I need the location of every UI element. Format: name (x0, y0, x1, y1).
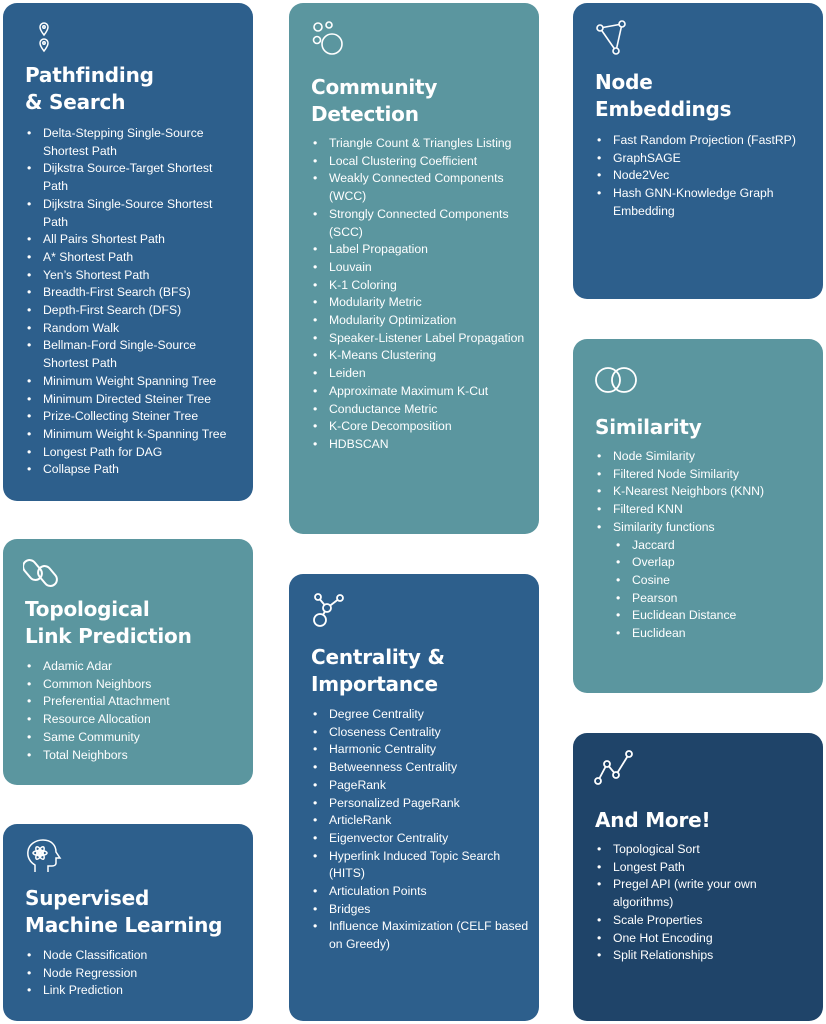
list-item: • Influence Maximization (CELF based on Greedy) (313, 918, 529, 953)
list-item: • Leiden (313, 365, 535, 383)
overlapping-circles-icon (594, 365, 640, 400)
list-item: • Total Neighbors (27, 747, 239, 765)
card-title: Centrality & Importance (311, 645, 445, 696)
list-item: • Link Prediction (27, 982, 239, 1000)
list-item: • Bridges (313, 901, 529, 919)
list-item: • Eigenvector Centrality (313, 830, 529, 848)
list-subitem: • Overlap (616, 554, 809, 572)
list-item: • Minimum Weight k-Spanning Tree (27, 426, 227, 444)
card-similarity (573, 339, 823, 693)
list-item: • K-Means Clustering (313, 347, 535, 365)
list-item: • Yen’s Shortest Path (27, 267, 227, 285)
list-item: • Speaker-Listener Label Propagation (313, 330, 535, 348)
list-item: • Articulation Points (313, 883, 529, 901)
list-item: • Label Propagation (313, 241, 535, 259)
algorithm-list (313, 706, 529, 954)
chain-link-icon (23, 555, 61, 596)
card-title: Pathfinding & Search (25, 63, 154, 114)
list-subitem: • Cosine (616, 572, 809, 590)
card-title: Supervised Machine Learning (25, 886, 223, 937)
list-item: • Node Regression (27, 965, 239, 983)
card-title: Similarity (595, 415, 702, 439)
list-item: • Personalized PageRank (313, 795, 529, 813)
list-item: • GraphSAGE (597, 150, 809, 168)
list-item: • Random Walk (27, 320, 227, 338)
list-item: • One Hot Encoding (597, 930, 773, 948)
list-item: • Topological Sort (597, 841, 773, 859)
map-pin-icon (33, 21, 55, 60)
list-item: • Filtered Node Similarity (597, 466, 809, 484)
list-item: • Weakly Connected Components (WCC) (313, 170, 535, 205)
list-item: • Same Community (27, 729, 239, 747)
list-item: • HDBSCAN (313, 436, 535, 454)
list-item: • Harmonic Centrality (313, 741, 529, 759)
brain-head-icon (23, 838, 63, 881)
list-item: • Longest Path for DAG (27, 444, 227, 462)
algorithm-list (313, 135, 535, 454)
card-title: Topological Link Prediction (25, 597, 192, 648)
card-node-embeddings (573, 3, 823, 299)
list-item: • Minimum Directed Steiner Tree (27, 391, 227, 409)
line-chart-nodes-icon (593, 748, 635, 793)
list-subitem: • Jaccard (616, 537, 809, 555)
list-subitem: • Euclidean Distance (616, 607, 809, 625)
card-title: And More! (595, 808, 711, 832)
list-item: • K-1 Coloring (313, 277, 535, 295)
list-item: • Node Classification (27, 947, 239, 965)
list-item: • Approximate Maximum K-Cut (313, 383, 535, 401)
list-item: • K-Nearest Neighbors (KNN) (597, 483, 809, 501)
list-item: • Delta-Stepping Single-Source Shortest Path (27, 125, 227, 160)
list-item: • Fast Random Projection (FastRP) (597, 132, 809, 150)
list-item: • Hyperlink Induced Topic Search (HITS) (313, 848, 529, 883)
list-item: • Conductance Metric (313, 401, 535, 419)
card-pathfinding-search (3, 3, 253, 501)
card-community-detection (289, 3, 539, 534)
list-item: • Triangle Count & Triangles Listing (313, 135, 535, 153)
card-centrality-importance (289, 574, 539, 1021)
algorithm-list (27, 658, 239, 764)
card-supervised-ml (3, 824, 253, 1021)
list-item: • Closeness Centrality (313, 724, 529, 742)
list-item: • Local Clustering Coefficient (313, 153, 535, 171)
list-item: • Node Similarity (597, 448, 809, 466)
hub-nodes-icon (309, 588, 349, 635)
graph-triangle-icon (595, 20, 629, 61)
list-item: • Filtered KNN (597, 501, 809, 519)
algorithm-list (27, 947, 239, 1000)
list-item: • Dijkstra Source-Target Shortest Path (27, 160, 227, 195)
list-item: • Modularity Optimization (313, 312, 535, 330)
list-item: • Resource Allocation (27, 711, 239, 729)
list-item: • A* Shortest Path (27, 249, 227, 267)
algorithm-list (597, 132, 809, 221)
list-item: • Node2Vec (597, 167, 809, 185)
circles-cluster-icon (310, 20, 350, 65)
card-title: Community Detection (311, 75, 438, 126)
list-item: • Louvain (313, 259, 535, 277)
algorithm-list (597, 841, 773, 965)
list-item: • Scale Properties (597, 912, 773, 930)
list-item: • Dijkstra Single-Source Shortest Path (27, 196, 227, 231)
list-item: • Breadth-First Search (BFS) (27, 284, 227, 302)
card-and-more (573, 733, 823, 1021)
list-subitem: • Euclidean (616, 625, 809, 643)
list-item: • Degree Centrality (313, 706, 529, 724)
list-item: • Pregel API (write your own algorithms) (597, 876, 773, 911)
algorithm-list (27, 125, 227, 479)
algorithm-list (597, 448, 809, 643)
list-item: • Modularity Metric (313, 294, 535, 312)
list-item: • PageRank (313, 777, 529, 795)
list-item: • Similarity functions (597, 519, 809, 537)
list-item: • Preferential Attachment (27, 693, 239, 711)
list-item: • Split Relationships (597, 947, 773, 965)
list-item: • Minimum Weight Spanning Tree (27, 373, 227, 391)
list-item: • All Pairs Shortest Path (27, 231, 227, 249)
list-item: • K-Core Decomposition (313, 418, 535, 436)
list-item: • Depth-First Search (DFS) (27, 302, 227, 320)
list-item: • Collapse Path (27, 461, 227, 479)
list-item: • Betweenness Centrality (313, 759, 529, 777)
card-link-prediction (3, 539, 253, 785)
list-item: • Longest Path (597, 859, 773, 877)
card-title: Node Embeddings (595, 70, 732, 121)
list-item: • Adamic Adar (27, 658, 239, 676)
list-item: • Common Neighbors (27, 676, 239, 694)
list-subitem: • Pearson (616, 590, 809, 608)
list-item: • Strongly Connected Components (SCC) (313, 206, 535, 241)
list-item: • ArticleRank (313, 812, 529, 830)
list-item: • Hash GNN-Knowledge Graph Embedding (597, 185, 809, 220)
list-item: • Bellman-Ford Single-Source Shortest Path (27, 337, 227, 372)
list-item: • Prize-Collecting Steiner Tree (27, 408, 227, 426)
